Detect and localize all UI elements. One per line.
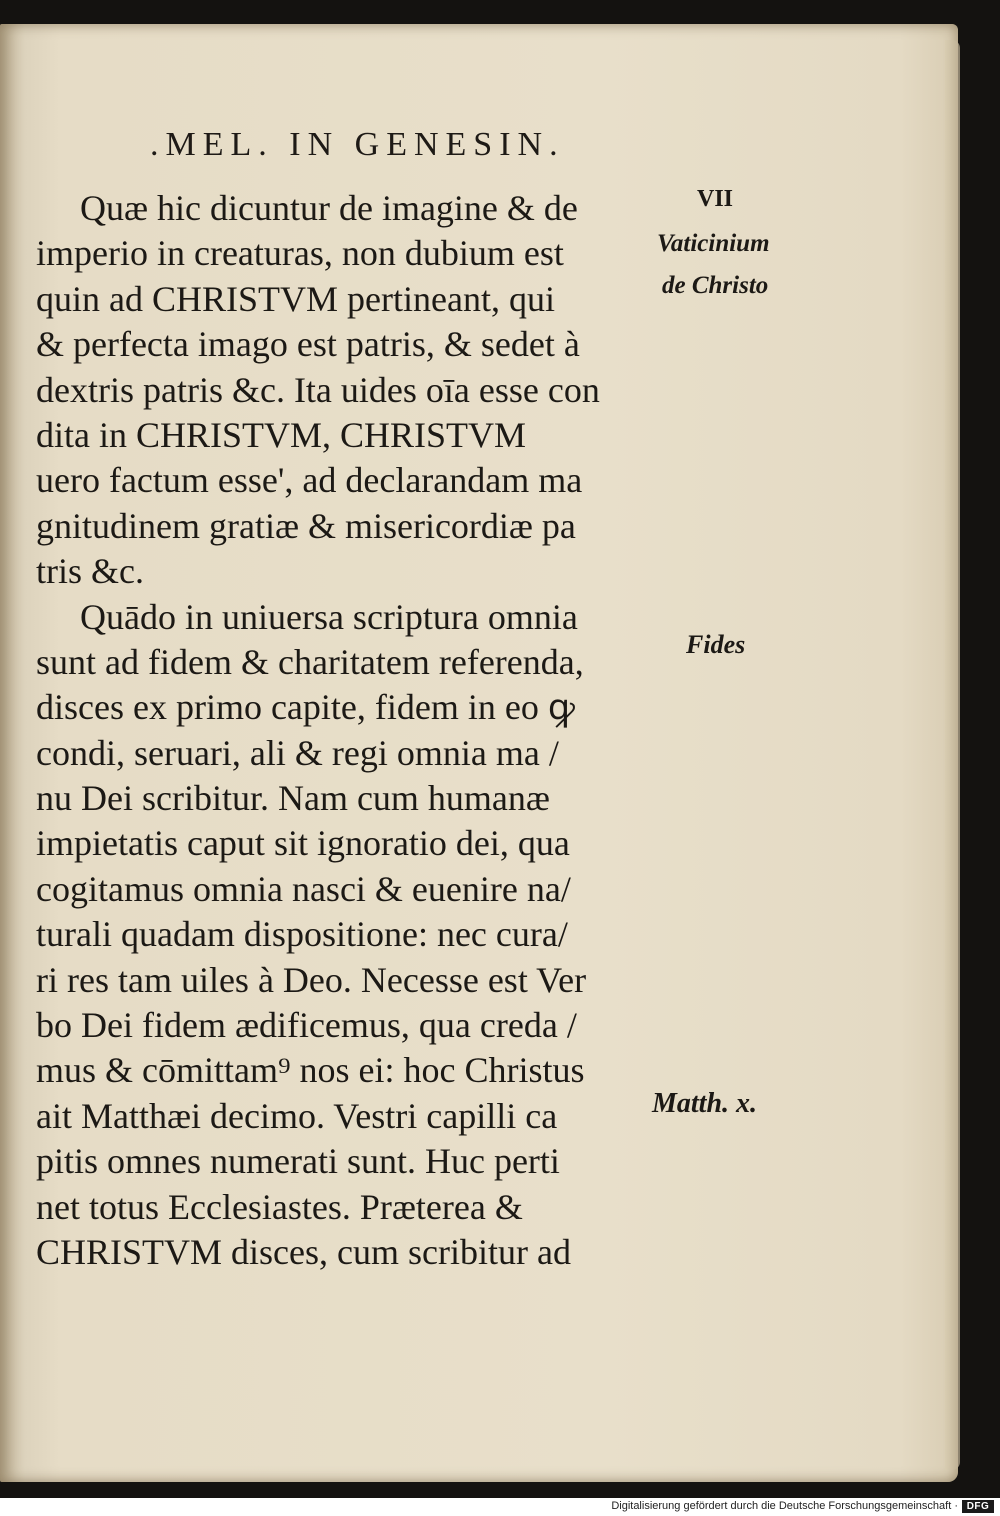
footer-credit: Digitalisierung gefördert durch die Deutsche Forschungsgemeinschaft · bbox=[611, 1500, 958, 1512]
running-head: .MEL. IN GENESIN. bbox=[150, 126, 565, 163]
text-line: net totus Ecclesiastes. Præterea & bbox=[36, 1186, 523, 1227]
text-line: pitis omnes numerati sunt. Huc perti bbox=[36, 1141, 560, 1182]
text-line: dita in CHRISTVM, CHRISTVM bbox=[36, 414, 527, 455]
text-line: imperio in creaturas, non dubium est bbox=[36, 233, 564, 274]
text-line: bo Dei fidem ædificemus, qua creda / bbox=[36, 1005, 577, 1046]
text-line: Quādo in uniuersa scriptura omnia bbox=[80, 596, 578, 637]
text-line: disces ex primo capite, fidem in eo ꝙ bbox=[36, 687, 575, 728]
margin-note-vaticinium: Vaticinium bbox=[657, 230, 770, 257]
text-line: ait Matthæi decimo. Vestri capilli ca bbox=[36, 1095, 558, 1136]
body-text bbox=[36, 186, 636, 1275]
page-edge bbox=[945, 40, 960, 1470]
margin-note-de-christo: de Christo bbox=[662, 272, 769, 299]
text-line: & perfecta imago est patris, & sedet à bbox=[36, 324, 580, 365]
text-line: condi, seruari, ali & regi omnia ma / bbox=[36, 732, 559, 773]
text-line: dextris patris &c. Ita uides oīa esse con bbox=[36, 369, 600, 410]
text-line: tris &c. bbox=[36, 551, 144, 592]
text-line: turali quadam dispositione: nec cura/ bbox=[36, 914, 568, 955]
text-line: uero factum esse', ad declarandam ma bbox=[36, 460, 583, 501]
text-line: cogitamus omnia nasci & euenire na/ bbox=[36, 868, 571, 909]
text-line: mus & cōmittam⁹ nos ei: hoc Christus bbox=[36, 1050, 585, 1091]
text-line: nu Dei scribitur. Nam cum humanæ bbox=[36, 778, 550, 819]
margin-note-matth: Matth. x. bbox=[652, 1088, 758, 1119]
text-line: impietatis caput sit ignoratio dei, qua bbox=[36, 823, 570, 864]
text-line: CHRISTVM disces, cum scribitur ad bbox=[36, 1231, 571, 1272]
margin-note-fides: Fides bbox=[686, 630, 746, 659]
dfg-logo: DFG bbox=[962, 1500, 994, 1513]
margin-numeral: VII bbox=[697, 186, 734, 212]
text-line: ri res tam uiles à Deo. Necesse est Ver bbox=[36, 959, 587, 1000]
text-line: Quæ hic dicuntur de imagine & de bbox=[80, 188, 578, 228]
text-line: sunt ad fidem & charitatem referenda, bbox=[36, 641, 584, 682]
text-line: gnitudinem gratiæ & misericordiæ pa bbox=[36, 505, 576, 546]
text-line: quin ad CHRISTVM pertineant, qui bbox=[36, 278, 555, 319]
